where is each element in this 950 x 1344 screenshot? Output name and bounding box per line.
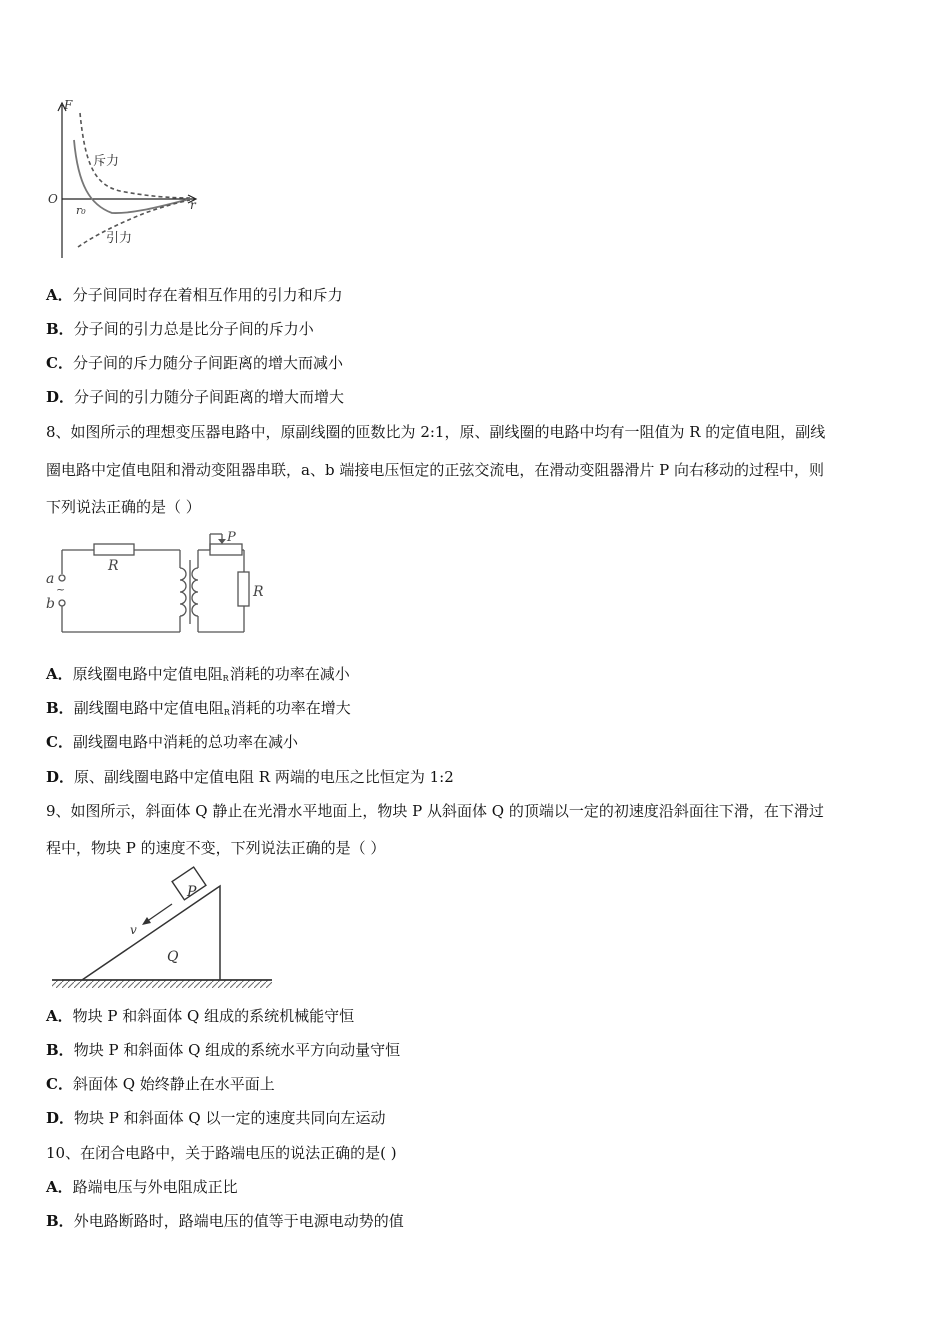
option-text: 原线圈电路中定值电阻 bbox=[72, 665, 223, 683]
q8-option-c bbox=[46, 732, 298, 752]
option-text: 分子间的引力总是比分子间的斥力小 bbox=[73, 320, 314, 338]
origin-label: O bbox=[48, 192, 58, 206]
option-text: 分子间同时存在着相互作用的引力和斥力 bbox=[72, 286, 343, 304]
q7-option-c bbox=[46, 353, 343, 373]
q9-stem-line-2: 程中，物块 P 的速度不变，下列说法正确的是（ ） bbox=[46, 839, 386, 857]
velocity-arrowhead bbox=[142, 917, 151, 925]
q8-option-a bbox=[46, 664, 350, 689]
force-distance-figure bbox=[40, 95, 210, 265]
rheostat bbox=[210, 544, 242, 555]
attraction-curve bbox=[78, 200, 190, 247]
secondary-coil bbox=[192, 568, 198, 616]
q7-option-a bbox=[46, 285, 343, 305]
option-letter: C． bbox=[46, 354, 73, 372]
option-letter: C． bbox=[46, 733, 73, 751]
r0-label: r₀ bbox=[76, 204, 86, 217]
attraction-label: 引力 bbox=[106, 231, 133, 246]
q8-option-d bbox=[46, 767, 454, 787]
option-letter: A． bbox=[46, 1007, 73, 1025]
q10-stem: 10、在闭合电路中，关于路端电压的说法正确的是( ) bbox=[46, 1144, 397, 1162]
q8-stem-line-2: 圈电路中定值电阻和滑动变阻器串联，a、b 端接电压恒定的正弦交流电，在滑动变阻器滑片 P 向右移动的过程中，则 bbox=[46, 461, 824, 479]
option-letter: A． bbox=[46, 1178, 73, 1196]
terminal-b bbox=[59, 600, 65, 606]
resultant-curve bbox=[74, 140, 190, 213]
transformer-circuit-figure bbox=[40, 528, 280, 643]
q10-option-b bbox=[46, 1211, 404, 1231]
secondary-resistor bbox=[238, 572, 249, 606]
option-text: 物块 P 和斜面体 Q 组成的系统水平方向动量守恒 bbox=[73, 1041, 401, 1059]
q8-stem-line-1: 8、如图所示的理想变压器电路中，原副线圈的匝数比为 2:1，原、副线圈的电路中均有一阻值为 R 的定值电阻，副线 bbox=[46, 423, 826, 441]
option-text: 副线圈电路中定值电阻 bbox=[73, 699, 224, 717]
r1-label: R bbox=[108, 558, 119, 574]
option-text: 分子间的引力随分子间距离的增大而增大 bbox=[74, 388, 345, 406]
option-text-tail: 消耗的功率在减小 bbox=[229, 665, 350, 683]
option-text: 分子间的斥力随分子间距离的增大而减小 bbox=[72, 354, 343, 372]
option-letter: B． bbox=[46, 1212, 74, 1230]
primary-coil bbox=[180, 568, 186, 616]
option-text: 原、副线圈电路中定值电阻 R 两端的电压之比恒定为 1:2 bbox=[74, 768, 454, 786]
q8-option-b bbox=[46, 698, 351, 723]
repulsion-label: 斥力 bbox=[93, 154, 120, 169]
option-text: 物块 P 和斜面体 Q 组成的系统机械能守恒 bbox=[72, 1007, 355, 1025]
r2-label: R bbox=[253, 584, 264, 600]
primary-resistor bbox=[94, 544, 134, 555]
q9-option-d bbox=[46, 1108, 385, 1128]
option-text-tail: 消耗的功率在增大 bbox=[230, 699, 351, 717]
slider-arrow bbox=[218, 539, 226, 544]
velocity-arrow bbox=[146, 904, 172, 922]
option-subscript: R bbox=[222, 674, 229, 683]
b-label: b bbox=[46, 596, 55, 612]
q7-option-b bbox=[46, 319, 314, 339]
ac-symbol: ~ bbox=[56, 583, 66, 596]
option-letter: D． bbox=[46, 768, 75, 786]
option-letter: B． bbox=[46, 699, 74, 717]
option-text: 外电路断路时，路端电压的值等于电源电动势的值 bbox=[73, 1212, 404, 1230]
option-subscript: R bbox=[223, 708, 230, 717]
axis-r-label: r bbox=[190, 198, 196, 212]
option-text: 路端电压与外电阻成正比 bbox=[72, 1178, 238, 1196]
option-text: 副线圈电路中消耗的总功率在减小 bbox=[72, 733, 298, 751]
option-letter: B． bbox=[46, 1041, 74, 1059]
v-label: v bbox=[130, 923, 137, 937]
q9-stem-line-1: 9、如图所示，斜面体 Q 静止在光滑水平地面上，物块 P 从斜面体 Q 的顶端以一定的初速度沿斜面往下滑，在下滑过 bbox=[46, 802, 824, 820]
ground-hatch bbox=[52, 980, 272, 988]
q9-option-c bbox=[46, 1074, 275, 1094]
option-letter: A． bbox=[46, 286, 73, 304]
option-text: 斜面体 Q 始终静止在水平面上 bbox=[72, 1075, 275, 1093]
p-label: P bbox=[227, 530, 236, 545]
incline-figure bbox=[50, 868, 280, 993]
q10-option-a bbox=[46, 1177, 238, 1197]
q-label: Q bbox=[167, 949, 179, 965]
q8-stem-line-3: 下列说法正确的是（ ） bbox=[46, 498, 201, 516]
terminal-a bbox=[59, 575, 65, 581]
incline-body bbox=[82, 886, 220, 980]
q7-option-d bbox=[46, 387, 344, 407]
a-label: a bbox=[46, 571, 55, 587]
p-block-label: P bbox=[187, 884, 197, 900]
q9-option-a bbox=[46, 1006, 354, 1026]
option-letter: B． bbox=[46, 320, 74, 338]
option-text: 物块 P 和斜面体 Q 以一定的速度共同向左运动 bbox=[74, 1109, 386, 1127]
q9-option-b bbox=[46, 1040, 400, 1060]
option-letter: A． bbox=[46, 665, 73, 683]
option-letter: C． bbox=[46, 1075, 73, 1093]
option-letter: D． bbox=[46, 388, 75, 406]
axis-f-label: F bbox=[64, 98, 73, 112]
option-letter: D． bbox=[46, 1109, 75, 1127]
